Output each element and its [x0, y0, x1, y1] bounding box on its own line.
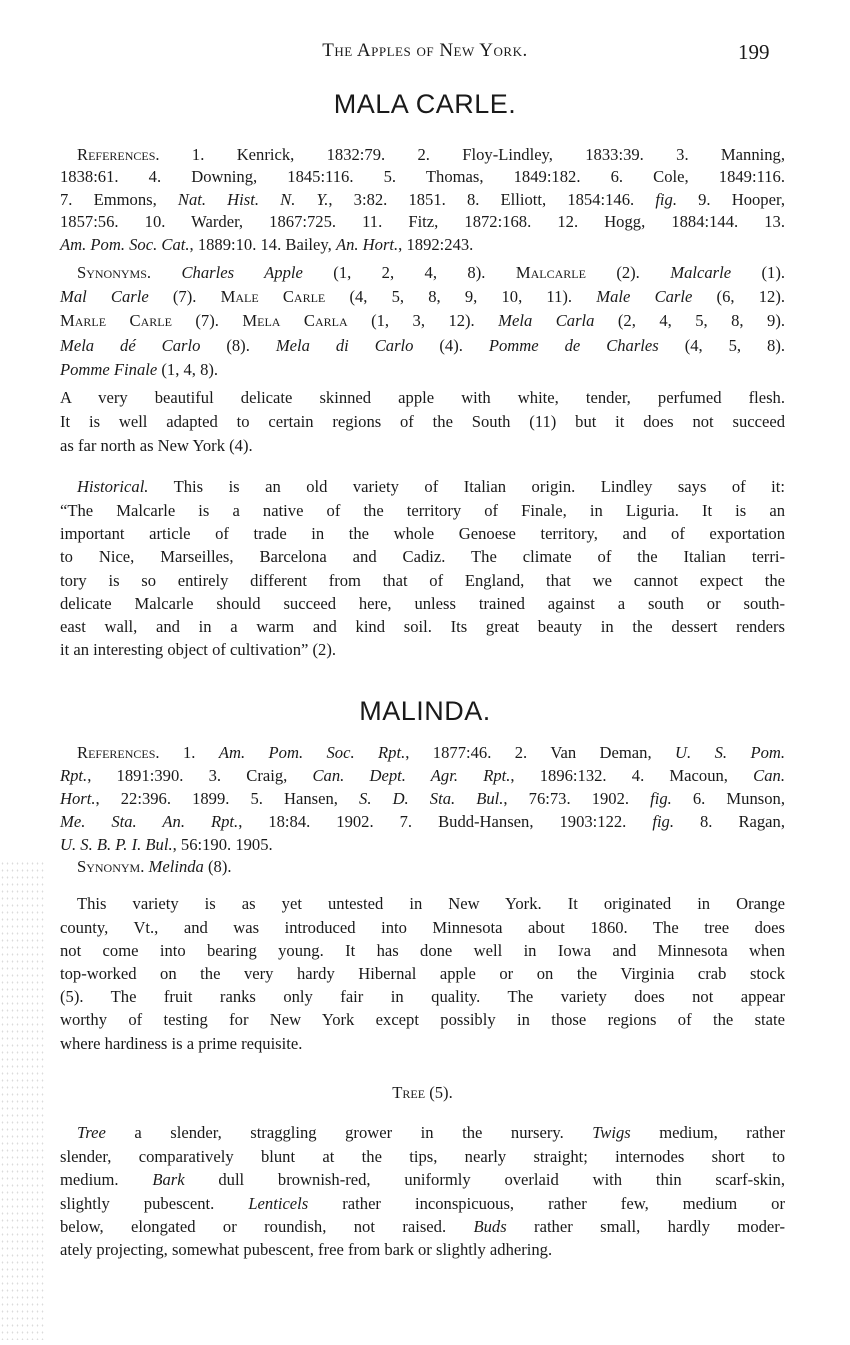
italic-text: Mal Carle [60, 287, 149, 307]
text-line [60, 166, 785, 189]
italic-text: Rpt. [60, 765, 88, 785]
italic-text: fig. [652, 811, 674, 831]
italic-text: Pomme de Charles [488, 335, 659, 355]
italic-text: Historical. [77, 477, 149, 497]
text-run: (1, 3, 12). [347, 311, 499, 331]
text-line [60, 1121, 785, 1144]
text-line [60, 810, 785, 833]
text-line [60, 386, 785, 410]
text-line [60, 939, 785, 962]
text-line [60, 144, 785, 167]
mala-carle-title: MALA CARLE. [333, 89, 517, 119]
text-run: , 1896:132. 4. Macoun, [510, 765, 754, 785]
italic-text: Malcarle [670, 262, 732, 282]
text-run: (1). [731, 262, 785, 282]
text-run: , 56:190. 1905. [172, 834, 273, 854]
text-line [60, 1032, 785, 1055]
italic-text: Mela dé Carlo [60, 335, 201, 355]
text-line [60, 1081, 785, 1104]
text-run: 7. Emmons, [60, 189, 178, 209]
text-run: , 76:73. 1902. [503, 788, 651, 808]
text-run: ately projecting, somewhat pubescent, free from bark or slightly adhering. [60, 1240, 553, 1260]
text-line [60, 358, 785, 382]
text-run: It is well adapted to certain regions of the South (11) but it does not succeed [60, 412, 785, 431]
text-run: This is an old variety of Italian origin. Lindley says of it: [148, 477, 785, 497]
malinda-references [60, 741, 785, 856]
italic-text: Charles Apple [181, 262, 303, 282]
text-run [151, 263, 181, 282]
italic-text: U. S. B. P. I. Bul. [60, 834, 173, 854]
tree-heading [60, 1081, 785, 1104]
text-line [60, 234, 785, 257]
text-run: (2). [585, 262, 671, 282]
mala-carle-synonyms [60, 261, 785, 382]
text-line [60, 1238, 785, 1261]
text-run: to Nice, Marseilles, Barcelona and Cadiz. The climate of the Italian terri- [60, 547, 785, 567]
text-run: medium. [60, 1170, 153, 1190]
text-line [60, 764, 785, 787]
malinda-title: MALINDA. [359, 696, 491, 726]
italic-text: Tree [77, 1123, 106, 1143]
text-run: it an interesting object of cultivation” (2). [60, 640, 337, 660]
italic-text: Melinda [148, 857, 204, 877]
text-run: county, Vt., and was introduced into Minnesota about 1860. The tree does [60, 917, 785, 937]
text-run: (7). [148, 287, 221, 307]
text-run: tory is so entirely different from that of England, that we cannot expect the [60, 570, 785, 590]
text-run: as far north as New York (4). [60, 436, 253, 455]
malinda-description [60, 892, 785, 1054]
text-line [60, 1145, 785, 1168]
small-caps-label: References. [77, 144, 160, 164]
text-run: 9. Hooper, [676, 189, 785, 209]
text-run: where hardiness is a prime requisite. [60, 1033, 303, 1053]
text-run: slender, comparatively blunt at the tips, nearly straight; internodes short to [60, 1146, 785, 1166]
text-run: east wall, and in a warm and kind soil. Its great beauty in the dessert renders [60, 617, 785, 637]
text-line [60, 638, 785, 661]
text-run: (2, 4, 5, 8, 9). [594, 311, 786, 331]
italic-text: Bark [152, 1170, 185, 1190]
text-line [60, 615, 785, 638]
text-run: A very beautiful delicate skinned apple with white, tender, perfumed flesh. [60, 388, 785, 407]
italic-text: Mela di Carlo [275, 335, 414, 355]
text-line [60, 916, 785, 939]
text-run: worthy of testing for New York except possibly in those regions of the state [60, 1010, 785, 1030]
small-caps-label: Malcarle [515, 262, 586, 282]
italic-text: fig. [650, 788, 672, 808]
italic-text: Buds [473, 1216, 507, 1236]
italic-text: Male Carle [596, 287, 693, 307]
text-run: (1, 2, 4, 8). [302, 262, 516, 282]
text-run: important article of trade in the whole Genoese territory, and of exportation [60, 523, 785, 543]
mala-carle-references [60, 144, 785, 257]
text-run: slightly pubescent. [60, 1193, 249, 1213]
small-caps-label: References. [77, 742, 160, 762]
text-run: (8). [200, 335, 276, 355]
text-run: 1. [159, 742, 219, 762]
small-caps-label: Male Carle [220, 287, 326, 307]
text-run: , 1891:390. 3. Craig, [87, 765, 313, 785]
mala-carle-historical [60, 475, 785, 661]
text-line [60, 499, 785, 522]
text-line [60, 962, 785, 985]
text-run: not come into bearing young. It has done well in Iowa and Minnesota when [60, 940, 785, 960]
italic-text: Hort. [60, 788, 96, 808]
text-run: rather inconspicuous, rather few, medium or [308, 1193, 785, 1213]
scan-speckle-margin [0, 860, 45, 1340]
text-line [60, 410, 785, 434]
text-line [60, 545, 785, 568]
text-line [60, 189, 785, 212]
text-line [60, 1008, 785, 1031]
text-run: delicate Malcarle should succeed here, unless trained against a south or south- [60, 593, 785, 613]
text-line [60, 285, 785, 309]
italic-text: U. S. Pom. [675, 742, 786, 762]
text-line [60, 1192, 785, 1215]
text-run: (4, 5, 8). [658, 335, 785, 355]
text-run: dull brownish-red, uniformly overlaid with thin scarf-skin, [184, 1170, 786, 1190]
small-caps-label: Marle Carle [60, 311, 172, 331]
text-line [60, 1215, 785, 1238]
italic-text: Can. Dept. Agr. Rpt. [312, 765, 511, 785]
italic-text: Am. Pom. Soc. Rpt. [218, 742, 406, 762]
tree-description [60, 1121, 785, 1261]
small-caps-label: Tree [392, 1083, 426, 1103]
text-line [60, 569, 785, 592]
italic-text: fig. [655, 189, 677, 209]
text-line [60, 833, 785, 856]
text-run: , 22:396. 1899. 5. Hansen, [95, 788, 360, 808]
italic-text: Me. Sta. An. Rpt. [60, 811, 239, 831]
text-line [60, 309, 785, 333]
text-line [60, 741, 785, 764]
italic-text: Am. Pom. Soc. Cat. [60, 235, 190, 255]
text-run: (5). The fruit ranks only fair in quality. The variety does not appear [60, 987, 785, 1007]
text-line [60, 475, 785, 498]
text-line [60, 434, 785, 458]
italic-text: Lenticels [248, 1193, 309, 1213]
text-run: “The Malcarle is a native of the territory of Finale, in Liguria. It is an [60, 500, 785, 520]
text-run: , 1892:243. [398, 235, 474, 255]
text-line [60, 261, 785, 285]
text-run: , 18:84. 1902. 7. Budd-Hansen, 1903:122. [238, 811, 653, 831]
text-run: (6, 12). [692, 287, 785, 307]
text-run: , 3:82. 1851. 8. Elliott, 1854:146. [328, 189, 656, 209]
text-run: (4). [413, 335, 489, 355]
small-caps-label: Mela Carla [242, 311, 348, 331]
text-line [60, 985, 785, 1008]
text-run: 6. Munson, [671, 788, 785, 808]
text-run: (1, 4, 8). [157, 359, 219, 379]
text-line [60, 211, 785, 234]
italic-text: Mela Carla [498, 311, 595, 331]
text-run: (5). [425, 1083, 453, 1103]
small-caps-label: Synonym. [77, 857, 145, 877]
text-line [60, 522, 785, 545]
italic-text: S. D. Sta. Bul. [359, 788, 504, 808]
text-run: (8). [203, 857, 232, 877]
italic-text: Twigs [592, 1123, 631, 1143]
text-line [60, 855, 785, 878]
text-run: , 1877:46. 2. Van Deman, [405, 742, 676, 762]
malinda-synonym [60, 855, 785, 878]
text-run: (4, 5, 8, 9, 10, 11). [325, 287, 597, 307]
text-run: 1857:56. 10. Warder, 1867:725. 11. Fitz, 1872:168. 12. Hogg, 1884:144. 13. [60, 212, 785, 232]
italic-text: Nat. Hist. N. Y. [177, 189, 329, 209]
italic-text: Pomme Finale [60, 359, 158, 379]
text-run: a slender, straggling grower in the nursery. [105, 1123, 593, 1143]
text-run: 8. Ragan, [674, 811, 785, 831]
text-line [60, 1168, 785, 1191]
text-run: rather small, hardly moder- [506, 1216, 785, 1236]
text-run: (7). [171, 311, 243, 331]
text-run: top-worked on the very hardy Hibernal apple or on the Virginia crab stock [60, 964, 785, 983]
italic-text: Can. [753, 765, 785, 785]
text-run: 1. Kenrick, 1832:79. 2. Floy-Lindley, 1833:39. 3. Manning, [159, 144, 785, 164]
text-run: medium, rather [630, 1123, 785, 1143]
text-line [60, 892, 785, 915]
text-run: , 1889:10. 14. Bailey, [189, 235, 336, 255]
running-head-title: The Apples of New York. [322, 40, 528, 61]
italic-text: An. Hort. [335, 235, 399, 255]
small-caps-label: Synonyms. [77, 262, 152, 282]
text-line [60, 787, 785, 810]
text-line [60, 334, 785, 358]
mala-carle-description [60, 386, 785, 458]
text-run: below, elongated or roundish, not raised. [60, 1216, 474, 1236]
text-line [60, 592, 785, 615]
page-number: 199 [738, 40, 770, 64]
text-run: 1838:61. 4. Downing, 1845:116. 5. Thomas, 1849:182. 6. Cole, 1849:116. [60, 167, 785, 187]
text-run: This variety is as yet untested in New York. It originated in Orange [77, 894, 785, 914]
